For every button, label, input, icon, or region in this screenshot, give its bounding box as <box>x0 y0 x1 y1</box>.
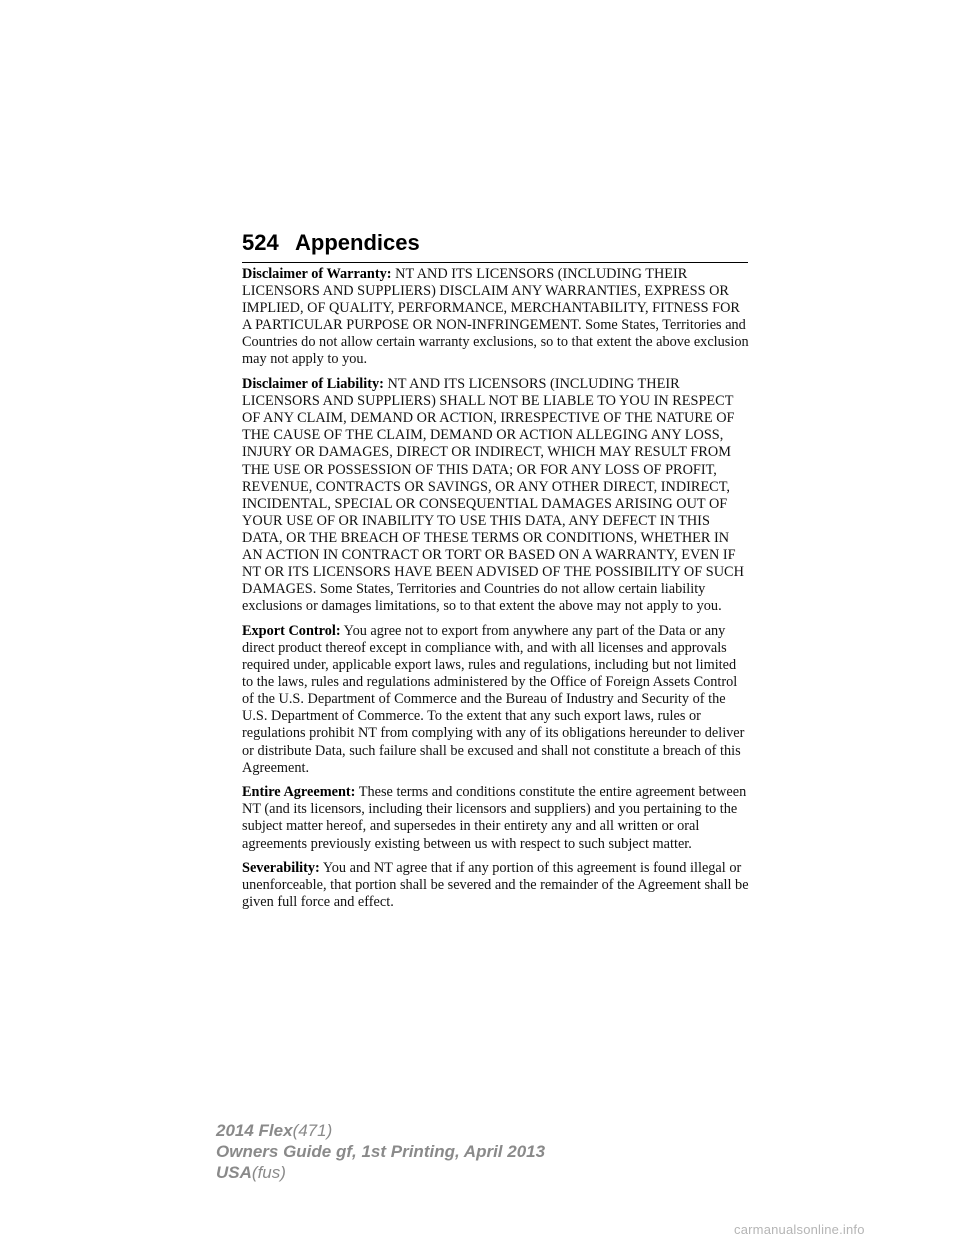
paragraph-heading: Disclaimer of Warranty: <box>242 266 392 282</box>
paragraph-text: You agree not to export from anywhere any part of the Data or any direct product thereof except in compliance with, and with all licenses and approvals required under, applicable export laws, rules and regulations, including but not limited to the laws, rules and regulations administered by the Office of Foreign Assets Control of the U.S. Department of Commerce and the Bureau of Industry and Security of the U.S. Department of Commerce. To the extent that any such export laws, rules or regulations prohibit NT from complying with any of its obligations hereunder to deliver or distribute Data, such failure shall be excused and shall not constitute a breach of this Agreement. <box>242 622 745 776</box>
footer-market: USA <box>216 1163 252 1182</box>
page-header <box>242 228 748 263</box>
paragraph-text: NT AND ITS LICENSORS (INCLUDING THEIR LICENSORS AND SUPPLIERS) SHALL NOT BE LIABLE TO YOU IN RESPECT OF ANY CLAIM, DEMAND OR ACTION, IRRESPECTIVE OF THE NATURE OF THE CAUSE OF THE CLAIM, DEMAND OR ACTION ALLEGING ANY LOSS, INJURY OR DAMAGES, DIRECT OR INDIRECT, WHICH MAY RESULT FROM THE USE OR POSSESSION OF THIS DATA; OR FOR ANY LOSS OF PROFIT, REVENUE, CONTRACTS OR SAVINGS, OR ANY OTHER DIRECT, INDIRECT, INCIDENTAL, SPECIAL OR CONSEQUENTIAL DAMAGES ARISING OUT OF YOUR USE OF OR INABILITY TO USE THIS DATA, ANY DEFECT IN THIS DATA, OR THE BREACH OF THESE TERMS OR CONDITIONS, WHETHER IN AN ACTION IN CONTRACT OR TORT OR BASED ON A WARRANTY, EVEN IF NT OR ITS LICENSORS HAVE BEEN ADVISED OF THE POSSIBILITY OF SUCH DAMAGES. Some States, Territories and Countries do not allow certain liability exclusions or damages limitations, so to that extent the above may not apply to you. <box>242 376 744 615</box>
paragraph-heading: Export Control: <box>242 622 341 639</box>
paragraph-severability <box>242 860 750 911</box>
footer-market-code: (fus) <box>251 1163 286 1182</box>
paragraph-text: NT AND ITS LICENSORS (INCLUDING THEIR LICENSORS AND SUPPLIERS) DISCLAIM ANY WARRANTIES, EXPRESS OR IMPLIED, OF QUALITY, PERFORMANCE, MERCHANTABILITY, FITNESS FOR A PARTICULAR PURPOSE OR NON-INFRINGEMENT. Some States, Territories and Countries do not allow certain warranty exclusions, so to that extent the above exclusion may not apply to you. <box>242 266 749 368</box>
footer-line-model <box>216 1120 545 1141</box>
paragraph-text: You and NT agree that if any portion of this agreement is found illegal or unenforceable, that portion shall be severed and the remainder of the Agreement shall be given full force and effect. <box>242 860 749 911</box>
page-number: 524 <box>242 230 279 255</box>
footer-guide: Owners Guide gf, 1st Printing, April 2013 <box>216 1142 546 1161</box>
paragraph-heading: Entire Agreement: <box>242 784 356 801</box>
paragraph-heading: Severability: <box>242 860 320 877</box>
paragraph-export-control <box>242 623 750 777</box>
section-title: Appendices <box>295 230 420 255</box>
print-footer <box>216 1120 545 1183</box>
site-watermark: carmanualsonline.info <box>734 1222 865 1237</box>
paragraph-heading: Disclaimer of Liability: <box>242 376 384 393</box>
paragraph-disclaimer-of-liability <box>242 376 750 615</box>
footer-line-market <box>216 1162 545 1183</box>
footer-model: 2014 Flex <box>216 1121 293 1140</box>
paragraph-entire-agreement <box>242 784 750 852</box>
footer-line-guide <box>216 1141 545 1162</box>
footer-model-code: (471) <box>292 1121 333 1140</box>
paragraph-disclaimer-of-warranty <box>242 266 750 369</box>
document-body <box>242 266 750 919</box>
paragraph-text: These terms and conditions constitute the entire agreement between NT (and its licensors, including their licensors and suppliers) and you pertaining to the subject matter hereof, and supersedes in their entirety any and all written or oral agreements previously existing between us with respect to such subject matter. <box>242 784 747 852</box>
